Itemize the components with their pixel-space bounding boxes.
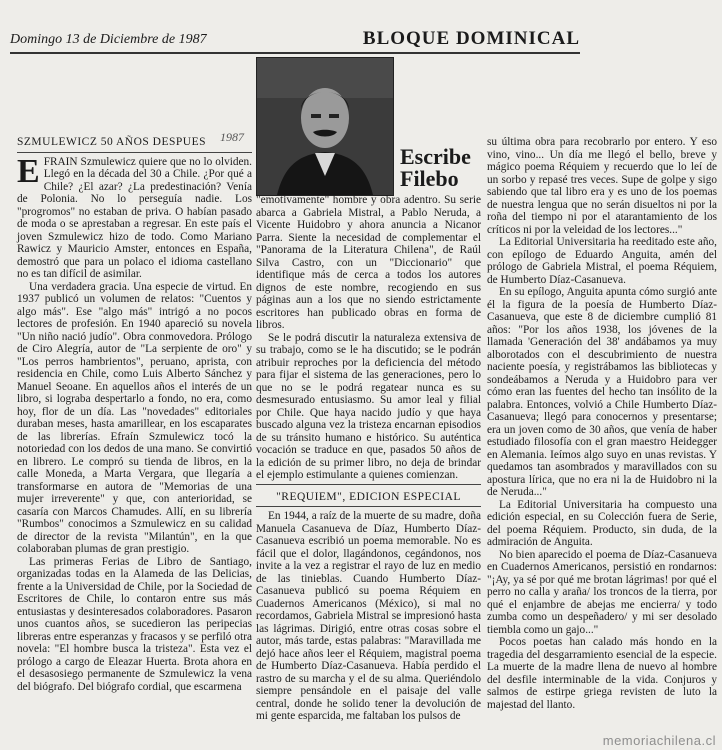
portrait-illustration [257,58,393,195]
handwritten-mark: 1987 [220,130,244,144]
headline-line-1: Escribe [400,144,471,169]
paragraph: No bien aparecido el poema de Díaz-Casanueva en Cuadernos Americanos, persistió en rondarnos: "¡Ay, ya sé por qué me brotan lágrimas! por qué el perro no calla y araña/ los troncos de la tierra, por qué el enjambre de abejas me encierra/ y todo zumba como un despeñadero/ y mi ser desolado tiembla como un gajo..." [487,548,717,636]
paragraph: Una verdadera gracia. Una especie de virtud. En 1937 publicó un volumen de relatos: "Cuentos y algo más". Ese "algo más" intrigó a no pocos lectores de profesión. En 1940 apareció su novela "Un niño nació judío". Obra conmovedora. Prólogo de Ciro Alegría, autor de "La serpiente de oro" y "Los perros hambrientos", peruano, aprista, con residencia en Chile, como Luis Alberto Sánchez y Manuel Seoane. En aquellos años el interés de un libro, si lograba despertarlo a fondo, no era, como hoy, flor de un día. Las "novedades" editoriales duraban meses, hasta amarillear, en los escaparates de las librerías. Efraín Szmulewicz tocó la notoriedad con los dedos de una mano. Se convirtió en librero. Le compró su tienda de libros, en la calle Moneda, a Marta Vergara, que llegaría a transformarse en autora de "Memorias de una mujer irreverente" y que, con anterioridad, se casaría con Marcos Chamudes. Allí, en su librería "Rumbos" conocimos a Szmulewicz en su calidad de director de la revista "Milantún", en la que colaboraban plumas de gran prestigio. [17,280,252,555]
section-rule [256,506,481,507]
column-3 [487,136,717,711]
paragraph: La Editorial Universitaria ha compuesto una edición especial, en su Colección fuera de Serie, del poema Réquiem. Producto, sin duda, de la admiración de Anguita. [487,498,717,548]
kicker-szmulewicz: SZMULEWICZ 50 AÑOS DESPUES [17,136,207,148]
paragraph: Se le podrá discutir la naturaleza extensiva de su trabajo, como se le ha discutido; se le podrán atribuir reproches por la deficiencia del método para fijar el sistema de las generaciones, pero lo que no se le podrá regatear nunca es su desmesurado entusiasmo. Su amor leal y filial por Chile. Que haya nacido judío y que haya buscado alguna vez la tristeza encarnan episodios de su tránsito humano e histórico. Su auténtica vocación se traduce en que, pasados 50 años de la edición de su primer libro, no deja de brindar el ejemplo estimulante a quienes comienzan. [256,331,481,481]
column-2 [256,194,481,723]
issue-date: Domingo 13 de Diciembre de 1987 [10,32,207,47]
kicker-rule [17,152,252,153]
paragraph: "emotivamente" hombre y obra adentro. Su serie abarca a Gabriela Mistral, a Pablo Neruda, a Vicente Huidobro y ahora anuncia a Nicanor Parra. Siente la necesidad de complementar el "Panorama de la Literatura Chilena", de Raúl Silva Castro, con un "Diccionario" que identifique más de cerca a todos los autores dignos de este nombre, recogiendo en sus páginas aun a los que no siendo estrictamente escritores han publicado obras en forma de libros. [256,194,481,331]
article-headline [400,146,490,190]
paragraph: Pocos poetas han calado más hondo en la tragedia del desgarramiento esencial de la especie. La muerte de la madre llena de nuevo al hombre del desfile interminable de la vida. Conjuros y salmos de estirpe griega revisten de luto la majestad del llanto. [487,636,717,711]
section-rule [256,484,481,485]
column-1 [17,136,252,693]
drop-cap: E [17,152,40,190]
paragraph: Las primeras Ferias de Libro de Santiago, organizadas todas en la Alameda de las Delicias, frente a la Universidad de Chile, por la Sociedad de Escritores de Chile, lo contaron entre sus más entusiastas y desinteresados colaboradores. Pasaron unos cuantos años, se sucedieron las peripecias libreras entre esperanzas y fracasos y se perfiló otra novela: "El hombre busca la tristeza". Esta vez el prólogo a cargo de Eleazar Huerta. Brota ahora en el desasosiego permanente de Szmulewicz la vena del biógrafo. Del biógrafo cordial, que escarmena [17,555,252,693]
page-header [10,30,580,56]
paragraph: EFRAIN Szmulewicz quiere que no lo olviden. Llegó en la década del 30 a Chile. ¿Por qué a Chile? ¿El azar? ¿La predestinación? Venía de Polonia. No lo perseguía nadie. Los "progromos" no estaban de priva. O habían pasado de moda o se aprestaban a regresar. En este país el joven Szmulewicz hizo de todo. Como Mariano Rawicz y Mauricio Amster, entonces en España, demostró que para un polaco el idioma castellano no es tan difícil de asimilar. [17,152,252,280]
section-title: BLOQUE DOMINICAL [362,28,580,49]
author-portrait [256,57,394,196]
paragraph: La Editorial Universitaria ha reeditado este año, con epílogo de Eduardo Anguita, amén del prólogo de Gabriela Mistral, el poema Réquiem, de Humberto Díaz-Casanueva. [487,236,717,286]
header-rule [10,52,580,54]
kicker-requiem: "REQUIEM", EDICION ESPECIAL [276,490,461,503]
paragraph: En 1944, a raíz de la muerte de su madre, doña Manuela Casanueva de Díaz, Humberto Díaz-Casanueva escribió un poema memorable. No es fácil que el dolor, llagándonos, cegándonos, nos invite a la vez a registrar el rayo de luz en medio de las tinieblas. Cuando Humberto Díaz-Casanueva publicó su poema Réquiem en Cuadernos Americanos (México), si mal no recordamos, Gabriela Mistral se impresionó hasta las lágrimas. Dirigió, entre otras cosas sobre el autor, más tarde, estas palabras: "Maravillada me dejó hace años leer el Réquiem, magistral poema de Humberto Díaz-Casanueva. Había perdido el rastro de su marcha y el de su alma. Queriéndolo siempre pensándole en el paisaje del valle central, donde he solido tener la devolución de mi gente esparcida, me faltaban los pulsos de [256,510,481,722]
site-watermark: memoriachilena.cl [602,733,716,748]
paragraph: su última obra para recobrarlo por entero. Y eso vino, vino... Un día me llegó el bello, breve y mágico poema Réquiem y recuerdo que lo leí de un sorbo y repasé tres veces. Supe de golpe y sigo sabiendo que tal libro era y es uno de los poemas de nuestra lengua que no serán disueltos ni por la roña del tiempo ni por el atarantamiento de los críticos ni por la veleidad de los lectores..." [487,136,717,236]
headline-line-2: Filebo [400,166,459,191]
paragraph: En su epílogo, Anguita apunta cómo surgió ante él la figura de la poesía de Humberto Díaz-Casanueva, que este 8 de diciembre cumplió 81 años: "Por los años 1938, los jóvenes de la llamada 'Generación del 38' andábamos ya muy alborotados con el descubrimiento de nuestra naciente poesía, y registrábamos las bibliotecas y sondeábamos a Neruda y a Huidobro para ver cómo eran las fuentes del hecho tan insólito de la palabra. Entonces, volvió a Chile Humberto Díaz-Casanueva; llegó para conocernos y presentarse; era un joven como de 30 años, que venía de haber estudiado filosofía con el gran maestro Heidegger en Alemania. Ieímos algo suyo en unas revistas. Y quedamos tan asombrados y maravillados con su apostura lírica, que no era ni la de Huidobro ni la de Neruda..." [487,286,717,498]
